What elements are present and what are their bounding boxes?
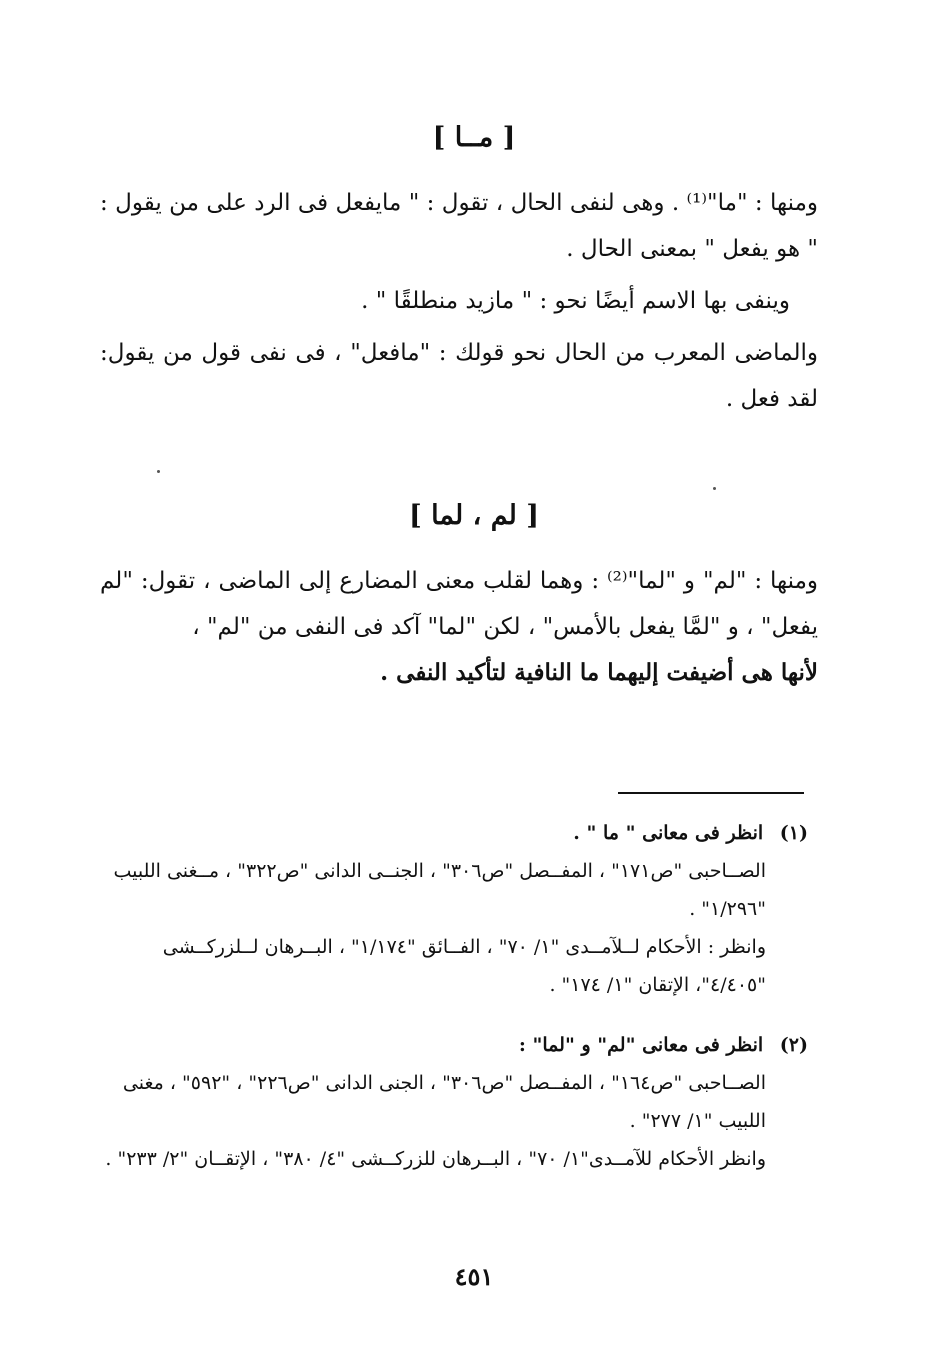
footnote-2-line-1: الصــاحبى "ص١٦٤" ، المفــصل "ص٣٠٦" ، الجنى الدانى "ص٢٢٦" ، "٥٩٢" ، مغنى اللبيب "١/ ٢٧٧" .: [122, 1072, 766, 1132]
scan-speck: [713, 487, 716, 490]
footnote-2: [90, 1026, 808, 1178]
footnote-1-heading: انظر فى معانى " ما " .: [573, 822, 764, 844]
paragraph-ma-2: وينفى بها الاسم أيضًا نحو : " مازيد منطلقًا " .: [361, 288, 790, 314]
footnote-1-number: (١): [779, 822, 808, 844]
footnote-1-line-1: الصــاحبى "ص١٧١" ، المفــصل "ص٣٠٦" ، الجنــى الدانى "ص٣٢٢" ، مــغنى اللبيب "١/٢٩٦" .: [113, 860, 766, 920]
footnote-2-number: (٢): [779, 1034, 808, 1056]
footnote-2-line-2: وانظر الأحكام للآمــدى"١/ ٧٠" ، البــرهان للزركــشى "٤/ ٣٨٠" ، الإتقــان "٢/ ٢٣٣" .: [105, 1148, 766, 1170]
footnote-1: [90, 814, 808, 1004]
section-heading-ma: [ مــا ]: [432, 122, 516, 153]
footnote-2-heading: انظر فى معانى "لم" و "لما" :: [518, 1034, 764, 1056]
paragraph-lam-2: لأنها هى أضيفت إليهما ما النافية لتأكيد النفى .: [380, 659, 818, 686]
footnote-divider: [618, 792, 804, 794]
page-number: ٤٥١: [454, 1262, 494, 1291]
paragraph-lam-1: ومنها : "لم" و "لما"⁽²⁾ : وهما لقلب معنى المضارع إلى الماضى ، تقول: "لم يفعل" ، و "لمَّا يفعل بالأمس" ، لكن "لما" آكد فى النفى من "لم" ،: [100, 568, 818, 640]
section-heading-lam-lamma: [ لم ، لما ]: [408, 500, 540, 531]
section-ma-body: [100, 180, 818, 422]
scan-speck: [157, 470, 160, 473]
paragraph-ma-1: ومنها : "ما"⁽¹⁾ . وهى لنفى الحال ، تقول : " مايفعل فى الرد على من يقول : " هو يفعل " بمعنى الحال .: [100, 190, 818, 262]
footnote-1-line-2: وانظر : الأحكام لــلآمــدى "١/ ٧٠" ، الفــائق "١/١٧٤" ، البــرهان لــلزركــشى "٤/٤٠٥"، الإتقان "١/ ١٧٤" .: [162, 936, 766, 996]
section-lam-body: [100, 558, 818, 696]
paragraph-ma-3: والماضى المعرب من الحال نحو قولك : "مافعل" ، فى نفى قول من يقول: لقد فعل .: [100, 340, 818, 412]
